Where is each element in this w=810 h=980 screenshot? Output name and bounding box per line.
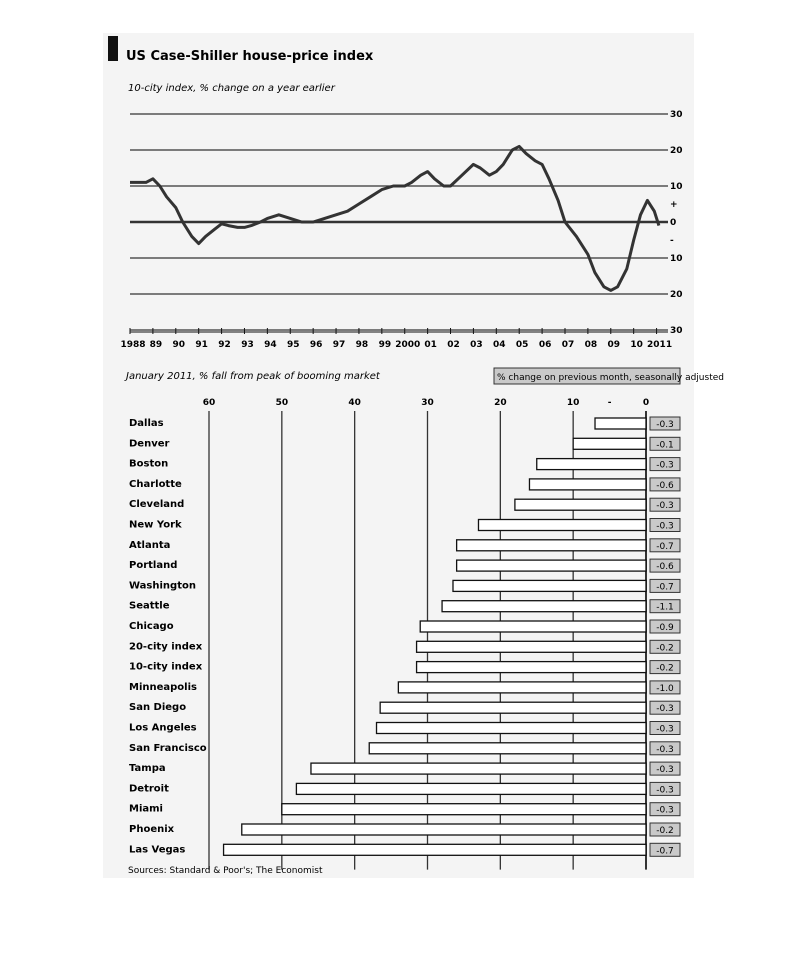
bar-category-label: Charlotte [129, 478, 182, 490]
line-y-tick-label: + [670, 200, 678, 210]
monthly-change-label: -0.3 [656, 805, 674, 816]
source-note: Sources: Standard & Poor's; The Economist [128, 866, 323, 876]
bar [377, 723, 646, 734]
bar [380, 702, 646, 713]
line-x-tick-label: 2000 [395, 340, 421, 350]
bar-category-label: Seattle [129, 600, 170, 612]
monthly-change-label: -0.3 [656, 785, 674, 796]
monthly-change-label: -0.7 [656, 846, 674, 857]
monthly-change-label: -0.3 [656, 744, 674, 755]
bar-category-label: Phoenix [129, 824, 175, 835]
line-x-tick-label: 02 [447, 340, 460, 350]
bar [515, 499, 646, 510]
bar [529, 479, 646, 490]
bar [296, 783, 646, 794]
line-x-tick-label: 1988 [120, 340, 146, 350]
line-x-tick-label: 93 [241, 340, 254, 350]
monthly-change-label: -0.2 [656, 826, 674, 836]
bar-category-label: Denver [129, 438, 170, 450]
line-x-tick-label: 99 [378, 340, 392, 350]
line-x-tick-label: 07 [561, 340, 575, 350]
monthly-change-label: -0.3 [656, 420, 674, 430]
bar-category-label: Las Vegas [129, 844, 186, 856]
bar-x-tick-label: 40 [348, 398, 361, 408]
line-x-tick-label: 96 [309, 340, 323, 350]
line-x-tick-label: 97 [332, 340, 346, 350]
bar-category-label: Portland [129, 560, 178, 572]
bar-chart-subtitle: January 2011, % fall from peak of booming market [126, 371, 380, 382]
bar [420, 621, 646, 632]
bar-category-label: Dallas [129, 418, 164, 429]
chart-title: US Case-Shiller house-price index [126, 49, 374, 64]
monthly-change-label: -0.9 [656, 623, 674, 633]
monthly-change-label: -0.1 [656, 440, 674, 451]
bar-category-label: San Francisco [129, 742, 207, 754]
legend-label: % change on previous month, seasonally adjusted [497, 373, 724, 383]
bar [224, 844, 646, 855]
monthly-change-label: -0.2 [656, 663, 674, 674]
bar [282, 804, 646, 815]
bar [417, 662, 646, 673]
bar-x-tick-label: 60 [202, 398, 216, 408]
bar-x-tick-label: 50 [275, 398, 289, 408]
bar [453, 580, 646, 591]
line-y-tick-label: 0 [670, 218, 677, 228]
bar [311, 763, 646, 774]
bar-x-tick-label: 30 [421, 398, 434, 408]
monthly-change-label: -1.0 [656, 683, 674, 694]
bar-category-label: Tampa [129, 763, 166, 775]
title-marker [108, 36, 118, 61]
bar-category-label: 20-city index [129, 641, 203, 653]
bar-x-tick-label: - [607, 398, 612, 408]
line-y-tick-label: 20 [670, 146, 683, 156]
line-x-tick-label: 2011 [647, 340, 673, 350]
monthly-change-label: -0.3 [656, 521, 674, 532]
bar [242, 824, 646, 835]
monthly-change-label: -0.6 [656, 480, 674, 491]
bar-x-tick-label: 10 [566, 398, 580, 408]
bar-category-label: San Diego [129, 702, 187, 714]
bar-category-label: Washington [129, 580, 196, 592]
bar-category-label: Los Angeles [129, 722, 197, 734]
bar-category-label: Minneapolis [129, 681, 197, 693]
bar-x-tick-label: 20 [494, 398, 507, 408]
line-x-tick-label: 94 [264, 340, 277, 350]
line-x-tick-label: 89 [149, 340, 163, 350]
bar [398, 682, 646, 693]
bar [537, 459, 646, 470]
line-y-tick-label: 20 [670, 290, 683, 300]
bar-category-label: Miami [129, 803, 163, 815]
monthly-change-label: -0.3 [656, 765, 674, 776]
line-x-tick-label: 10 [630, 340, 643, 350]
monthly-change-label: -0.2 [656, 643, 674, 654]
line-y-tick-label: - [670, 236, 674, 246]
bar [457, 540, 646, 551]
bar-category-label: Cleveland [129, 499, 185, 511]
bar-category-label: Chicago [129, 621, 174, 632]
bar-x-tick-label: 0 [642, 398, 650, 408]
monthly-change-label: -0.7 [656, 541, 674, 552]
line-x-tick-label: 95 [286, 340, 300, 350]
line-x-tick-label: 05 [515, 340, 529, 350]
bar [478, 520, 646, 531]
line-chart-subtitle: 10-city index, % change on a year earlier [128, 83, 335, 94]
line-x-tick-label: 91 [195, 340, 208, 350]
line-y-tick-label: 10 [670, 182, 683, 192]
bar [573, 438, 646, 449]
line-y-tick-label: 10 [670, 254, 683, 264]
monthly-change-label: -0.3 [656, 704, 674, 715]
bar [369, 743, 646, 754]
bar-category-label: New York [129, 519, 182, 531]
bar-category-label: Boston [129, 458, 169, 470]
line-x-tick-label: 92 [218, 340, 231, 350]
line-x-tick-label: 09 [607, 340, 621, 350]
monthly-change-label: -0.3 [656, 724, 674, 735]
bar-category-label: 10-city index [129, 661, 203, 673]
monthly-change-label: -0.6 [656, 562, 674, 573]
line-x-tick-label: 98 [355, 340, 369, 350]
line-x-tick-label: 03 [470, 340, 483, 350]
bar [595, 418, 646, 429]
bar-category-label: Atlanta [129, 539, 171, 551]
monthly-change-label: -0.3 [656, 501, 674, 512]
bar-category-label: Detroit [129, 783, 169, 795]
bar [442, 601, 646, 612]
line-y-tick-label: 30 [670, 326, 683, 336]
line-x-tick-label: 04 [493, 340, 506, 350]
monthly-change-label: -0.7 [656, 582, 674, 593]
monthly-change-label: -0.3 [656, 460, 674, 471]
line-x-tick-label: 90 [172, 340, 186, 350]
bar [457, 560, 646, 571]
line-x-tick-label: 08 [584, 340, 598, 350]
bar [417, 641, 646, 652]
monthly-change-label: -1.1 [656, 602, 674, 613]
line-x-tick-label: 01 [424, 340, 437, 350]
line-x-tick-label: 06 [538, 340, 552, 350]
line-y-tick-label: 30 [670, 110, 683, 120]
